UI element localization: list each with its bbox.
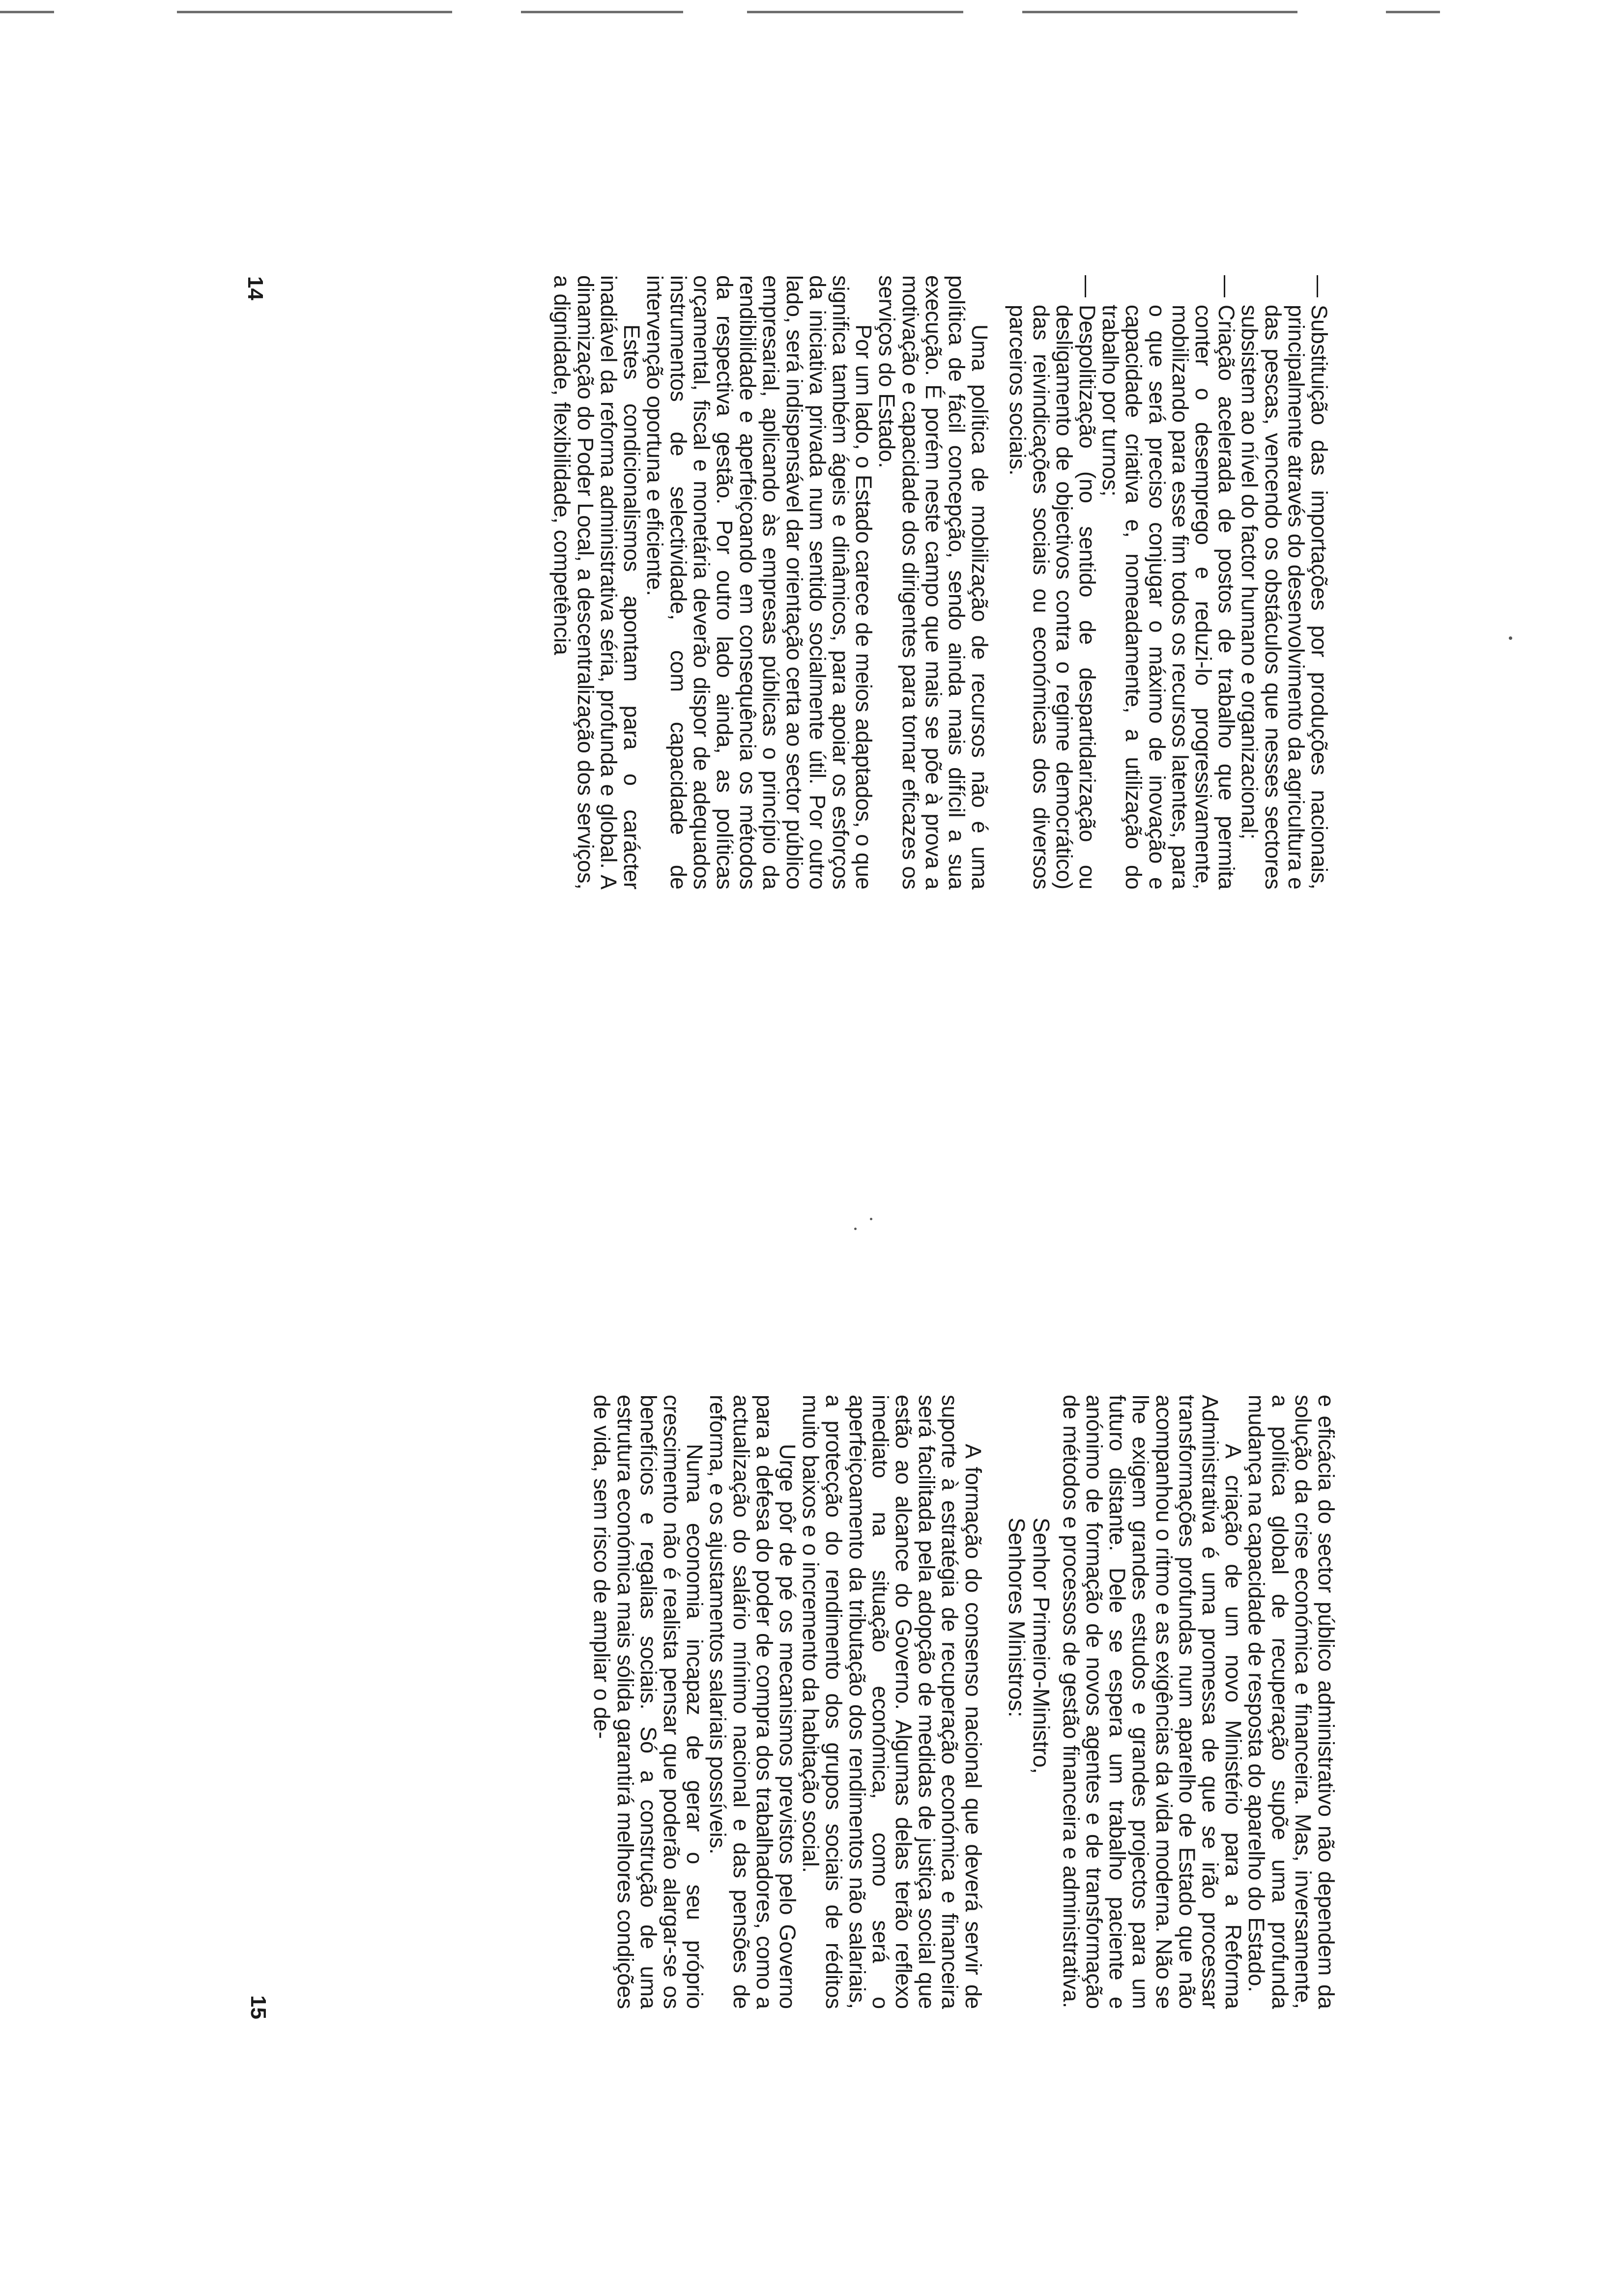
bullet-list <box>1006 275 1331 890</box>
paragraph-continuation: e eficácia do sector público administrativo não dependem da solução da crise económica e financeira. Mas, inversamente, a política global de recuperação supõe uma profunda mudança na capacidade de resposta do aparelho do Estado. <box>1244 1395 1339 2009</box>
address-line-ministers: Senhores Ministros: <box>1004 1518 1030 1718</box>
paragraph-ministry-reform: A criação de um novo Ministério para a Reforma Administrativa é uma promessa de que se irão processar transformações profundas num aparelho de Estado que não acompanhou o ritmo e as exigências da vida moderna. Não se lhe exigem grandes estudos e grandes projectos para um futuro distante. Dele se espera um trabalho paciente e anónimo de formação de novos agentes e de transformação de métodos e processos de gestão financeira e administrativa. <box>1058 1395 1246 2009</box>
address-block <box>1005 1518 1054 2009</box>
paragraph-state-means: Por um lado, o Estado carece de meios adaptados, o que significa também ágeis e dinâmicos, para apoiar os esforços da iniciativa privada num sentido socialmente útil. Por outro lado, será indispensável dar orientação certa ao sector público empresarial, aplicando às empresas públicas o princípio da rendibilidade e aperfeiçoando em consequência os métodos da respectiva gestão. Por outro lado ainda, as políticas orçamental, fiscal e monetária deverão dispor de adequados instrumentos de selectividade, com capacidade de intervenção oportuna e eficiente. <box>642 275 877 890</box>
bullet-item-employment: — Criação acelerada de postos de trabalho que permita conter o desemprego e reduzi-lo progressivamente, mobilizando para esse fim todos os recursos latentes, para o que será preciso conjugar o máximo de inovação e capacidade criativa e, nomeadamente, a utilização do trabalho por turnos; <box>1099 275 1238 890</box>
bullet-item-imports: — Substituição das importações por produções nacionais, principalmente através do desenvolvimento da agricultura e das pescas, vencendo os obstáculos que nesses sectores subsistem ao nível do factor humano e organizacional; <box>1238 275 1331 890</box>
paragraph-national-consensus: A formação do consenso nacional que deverá servir de suporte à estratégia de recuperação económica e financeira será facilitada pela adopção de medidas de justiça social que estão ao alcance do Governo. Algumas delas terão reflexo imediato na situação económica, como será o aperfeiçoamento da tributação dos rendimentos não salariais, a protecção do rendimento dos grupos sociais de réditos muito baixos e o incremento da habitação social. <box>798 1395 986 2009</box>
paragraph-economic-structure: Numa economia incapaz de gerar o seu próprio crescimento não é realista pensar que poderão alargar-se os benefícios e regalias sociais. Só a construção de uma estrutura económica mais sólida garantirá melhores condições de vida, sem risco de ampliar o de- <box>589 1395 708 2009</box>
bullet-item-depoliticization: — Despolitização (no sentido de despartidarização ou desligamento de objectivos contra o regime democrático) das reivindicações sociais ou económicas dos diversos parceiros sociais. <box>1006 275 1099 890</box>
address-line-prime-minister: Senhor Primeiro-Ministro, <box>1028 1518 1054 1774</box>
right-page-column <box>247 1395 1338 2009</box>
left-page-column <box>250 275 1331 890</box>
paragraph-purchasing-power: Urge pôr de pé os mecanismos previstos pelo Governo para a defesa do poder de compra dos trabalhadores, como a actualização do salário mínimo nacional e das pensões de reforma, e os ajustamentos salariais possíveis. <box>705 1395 800 2009</box>
page-number-left: 14 <box>243 276 267 300</box>
paragraph-resource-policy: Uma política de mobilização de recursos não é uma política de fácil concepção, sendo ainda mais difícil a sua execução. É porém neste campo que mais se põe à prova a motivação e capacidade dos dirigentes para tornar eficazes os serviços do Estado. <box>874 275 993 890</box>
paragraph-conditions: Estes condicionalismos apontam para o carácter inadiável da reforma administrativa séria, profunda e global. A dinamização do Poder Local, a descentralização dos serviços, a dignidade, flexibilidade, competência <box>549 275 645 890</box>
page-number-right: 15 <box>246 1995 270 2019</box>
